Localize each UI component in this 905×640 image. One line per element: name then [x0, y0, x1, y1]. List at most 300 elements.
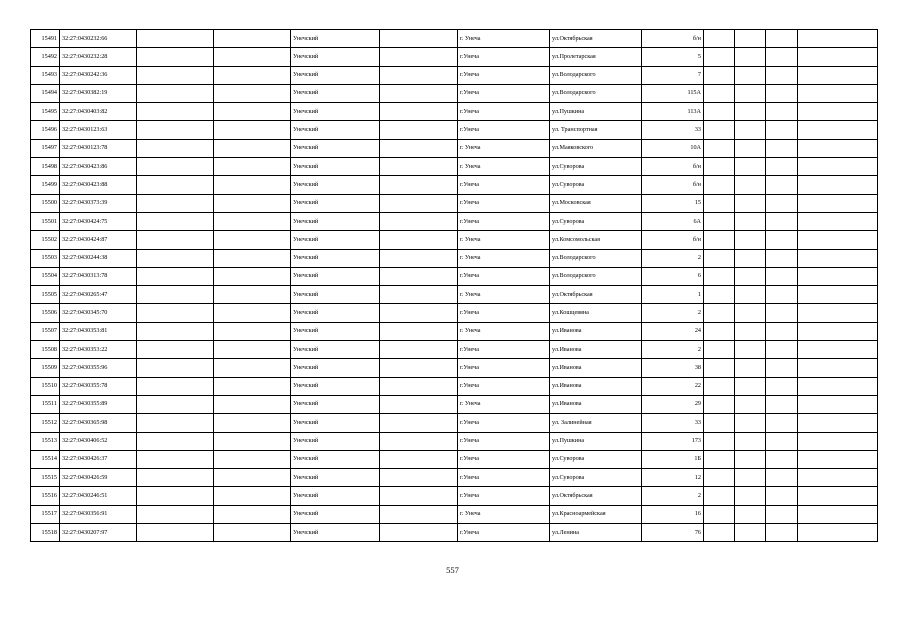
street-cell: ул.Октябрьская — [550, 30, 642, 48]
table-row — [31, 304, 878, 322]
empty-cell — [380, 377, 458, 395]
empty-cell — [704, 176, 735, 194]
empty-cell — [766, 249, 798, 267]
record-number-cell: 15493 — [31, 66, 60, 84]
empty-cell — [766, 432, 798, 450]
empty-cell — [380, 395, 458, 413]
district-cell: Унечский — [291, 194, 380, 212]
empty-cell — [137, 286, 214, 304]
empty-cell — [704, 450, 735, 468]
empty-cell — [380, 450, 458, 468]
district-cell: Унечский — [291, 395, 380, 413]
empty-cell — [735, 249, 766, 267]
street-cell: ул.Суворова — [550, 450, 642, 468]
empty-cell — [380, 341, 458, 359]
record-number-cell: 15491 — [31, 30, 60, 48]
table-row — [31, 139, 878, 157]
cadastral-number-cell: 32:27:0430403:82 — [60, 103, 137, 121]
record-number-cell: 15508 — [31, 341, 60, 359]
street-cell: ул.Комсомольская — [550, 231, 642, 249]
street-cell: ул.Иванова — [550, 395, 642, 413]
empty-cell — [380, 66, 458, 84]
empty-cell — [766, 231, 798, 249]
record-number-cell: 15498 — [31, 158, 60, 176]
empty-cell — [704, 267, 735, 285]
town-cell: г.Унеча — [458, 66, 550, 84]
empty-cell — [214, 341, 291, 359]
table-row — [31, 286, 878, 304]
house-number-cell: 2 — [642, 487, 704, 505]
table-row — [31, 322, 878, 340]
empty-cell — [798, 30, 878, 48]
cadastral-number-cell: 32:27:0430355:96 — [60, 359, 137, 377]
empty-cell — [704, 286, 735, 304]
town-cell: г. Унеча — [458, 505, 550, 523]
town-cell: г.Унеча — [458, 194, 550, 212]
empty-cell — [735, 322, 766, 340]
cadastral-number-cell: 32:27:0430355:89 — [60, 395, 137, 413]
empty-cell — [798, 524, 878, 542]
empty-cell — [137, 432, 214, 450]
record-number-cell: 15515 — [31, 469, 60, 487]
empty-cell — [214, 48, 291, 66]
empty-cell — [798, 48, 878, 66]
empty-cell — [766, 103, 798, 121]
empty-cell — [798, 395, 878, 413]
empty-cell — [214, 139, 291, 157]
empty-cell — [704, 322, 735, 340]
town-cell: г.Унеча — [458, 176, 550, 194]
town-cell: г.Унеча — [458, 487, 550, 505]
record-number-cell: 15505 — [31, 286, 60, 304]
empty-cell — [766, 139, 798, 157]
cadastral-number-cell: 32:27:0430423:88 — [60, 176, 137, 194]
record-number-cell: 15495 — [31, 103, 60, 121]
record-number-cell: 15496 — [31, 121, 60, 139]
empty-cell — [798, 414, 878, 432]
street-cell: ул.Октябрьская — [550, 487, 642, 505]
empty-cell — [137, 304, 214, 322]
empty-cell — [766, 158, 798, 176]
empty-cell — [704, 212, 735, 230]
town-cell: г. Унеча — [458, 322, 550, 340]
house-number-cell: 173 — [642, 432, 704, 450]
street-cell: ул.Маяковского — [550, 139, 642, 157]
empty-cell — [766, 304, 798, 322]
house-number-cell: 1 — [642, 286, 704, 304]
empty-cell — [214, 194, 291, 212]
table-row — [31, 487, 878, 505]
house-number-cell: 22 — [642, 377, 704, 395]
empty-cell — [766, 377, 798, 395]
house-number-cell: б/н — [642, 176, 704, 194]
empty-cell — [214, 414, 291, 432]
empty-cell — [214, 231, 291, 249]
empty-cell — [735, 231, 766, 249]
house-number-cell: б/н — [642, 231, 704, 249]
town-cell: г. Унеча — [458, 30, 550, 48]
town-cell: г.Унеча — [458, 103, 550, 121]
town-cell: г.Унеча — [458, 121, 550, 139]
cadastral-number-cell: 32:27:0430232:66 — [60, 30, 137, 48]
empty-cell — [766, 267, 798, 285]
house-number-cell: 76 — [642, 524, 704, 542]
district-cell: Унечский — [291, 231, 380, 249]
record-number-cell: 15513 — [31, 432, 60, 450]
cadastral-number-cell: 32:27:0430373:39 — [60, 194, 137, 212]
empty-cell — [137, 341, 214, 359]
table-row — [31, 341, 878, 359]
empty-cell — [766, 341, 798, 359]
district-cell: Унечский — [291, 432, 380, 450]
record-number-cell: 15497 — [31, 139, 60, 157]
house-number-cell: 7 — [642, 66, 704, 84]
record-number-cell: 15512 — [31, 414, 60, 432]
empty-cell — [214, 121, 291, 139]
empty-cell — [798, 487, 878, 505]
district-cell: Унечский — [291, 524, 380, 542]
record-number-cell: 15492 — [31, 48, 60, 66]
house-number-cell: 29 — [642, 395, 704, 413]
empty-cell — [798, 158, 878, 176]
empty-cell — [704, 505, 735, 523]
town-cell: г. Унеча — [458, 231, 550, 249]
house-number-cell: 5 — [642, 48, 704, 66]
empty-cell — [766, 30, 798, 48]
empty-cell — [798, 432, 878, 450]
district-cell: Унечский — [291, 341, 380, 359]
empty-cell — [380, 505, 458, 523]
empty-cell — [704, 377, 735, 395]
house-number-cell: 33 — [642, 414, 704, 432]
empty-cell — [380, 176, 458, 194]
town-cell: г.Унеча — [458, 450, 550, 468]
empty-cell — [798, 341, 878, 359]
empty-cell — [380, 322, 458, 340]
registry-table-body — [31, 30, 878, 542]
house-number-cell: 6 — [642, 267, 704, 285]
empty-cell — [766, 48, 798, 66]
cadastral-number-cell: 32:27:0430426:37 — [60, 450, 137, 468]
empty-cell — [735, 121, 766, 139]
empty-cell — [137, 505, 214, 523]
empty-cell — [766, 505, 798, 523]
empty-cell — [137, 359, 214, 377]
table-row — [31, 231, 878, 249]
empty-cell — [214, 30, 291, 48]
empty-cell — [704, 469, 735, 487]
empty-cell — [735, 84, 766, 102]
street-cell: ул.Пушкина — [550, 432, 642, 450]
town-cell: г.Унеча — [458, 432, 550, 450]
empty-cell — [380, 414, 458, 432]
empty-cell — [735, 212, 766, 230]
record-number-cell: 15516 — [31, 487, 60, 505]
record-number-cell: 15494 — [31, 84, 60, 102]
empty-cell — [704, 524, 735, 542]
empty-cell — [735, 505, 766, 523]
empty-cell — [704, 231, 735, 249]
cadastral-number-cell: 32:27:0430424:87 — [60, 231, 137, 249]
empty-cell — [214, 212, 291, 230]
cadastral-number-cell: 32:27:0430426:59 — [60, 469, 137, 487]
empty-cell — [380, 487, 458, 505]
empty-cell — [735, 377, 766, 395]
empty-cell — [798, 450, 878, 468]
empty-cell — [735, 341, 766, 359]
cadastral-number-cell: 32:27:0430244:38 — [60, 249, 137, 267]
empty-cell — [137, 194, 214, 212]
cadastral-number-cell: 32:27:0430313:78 — [60, 267, 137, 285]
empty-cell — [137, 103, 214, 121]
empty-cell — [137, 30, 214, 48]
empty-cell — [735, 176, 766, 194]
house-number-cell: 2 — [642, 304, 704, 322]
cadastral-number-cell: 32:27:0430242:36 — [60, 66, 137, 84]
empty-cell — [735, 139, 766, 157]
empty-cell — [704, 139, 735, 157]
empty-cell — [798, 66, 878, 84]
empty-cell — [735, 487, 766, 505]
record-number-cell: 15502 — [31, 231, 60, 249]
table-row — [31, 30, 878, 48]
table-row — [31, 267, 878, 285]
empty-cell — [704, 121, 735, 139]
street-cell: ул.Суворова — [550, 212, 642, 230]
empty-cell — [214, 267, 291, 285]
empty-cell — [704, 48, 735, 66]
house-number-cell: б/н — [642, 30, 704, 48]
empty-cell — [798, 194, 878, 212]
empty-cell — [380, 231, 458, 249]
street-cell: ул.Иванова — [550, 341, 642, 359]
empty-cell — [137, 395, 214, 413]
record-number-cell: 15517 — [31, 505, 60, 523]
empty-cell — [380, 48, 458, 66]
record-number-cell: 15504 — [31, 267, 60, 285]
table-row — [31, 212, 878, 230]
empty-cell — [380, 524, 458, 542]
house-number-cell: 1Б — [642, 450, 704, 468]
empty-cell — [735, 286, 766, 304]
table-row — [31, 359, 878, 377]
table-row — [31, 121, 878, 139]
record-number-cell: 15499 — [31, 176, 60, 194]
empty-cell — [704, 30, 735, 48]
empty-cell — [704, 304, 735, 322]
empty-cell — [735, 48, 766, 66]
street-cell: ул.Иванова — [550, 322, 642, 340]
table-row — [31, 395, 878, 413]
empty-cell — [380, 212, 458, 230]
house-number-cell: 2 — [642, 249, 704, 267]
empty-cell — [137, 487, 214, 505]
street-cell: ул.Красноармейская — [550, 505, 642, 523]
table-row — [31, 377, 878, 395]
cadastral-number-cell: 32:27:0430355:78 — [60, 377, 137, 395]
record-number-cell: 15506 — [31, 304, 60, 322]
house-number-cell: 113А — [642, 103, 704, 121]
empty-cell — [214, 158, 291, 176]
empty-cell — [380, 103, 458, 121]
empty-cell — [380, 267, 458, 285]
empty-cell — [735, 432, 766, 450]
district-cell: Унечский — [291, 359, 380, 377]
town-cell: г.Унеча — [458, 267, 550, 285]
table-row — [31, 249, 878, 267]
empty-cell — [380, 194, 458, 212]
house-number-cell: б/н — [642, 158, 704, 176]
empty-cell — [766, 286, 798, 304]
empty-cell — [137, 84, 214, 102]
street-cell: ул.Володарского — [550, 66, 642, 84]
cadastral-number-cell: 32:27:0430353:22 — [60, 341, 137, 359]
empty-cell — [380, 286, 458, 304]
empty-cell — [380, 84, 458, 102]
town-cell: г.Унеча — [458, 212, 550, 230]
empty-cell — [380, 158, 458, 176]
empty-cell — [214, 304, 291, 322]
house-number-cell: 16 — [642, 505, 704, 523]
district-cell: Унечский — [291, 66, 380, 84]
empty-cell — [380, 304, 458, 322]
empty-cell — [214, 286, 291, 304]
house-number-cell: 10А — [642, 139, 704, 157]
empty-cell — [798, 322, 878, 340]
empty-cell — [214, 249, 291, 267]
town-cell: г. Унеча — [458, 395, 550, 413]
empty-cell — [704, 66, 735, 84]
empty-cell — [766, 487, 798, 505]
empty-cell — [137, 139, 214, 157]
empty-cell — [137, 231, 214, 249]
empty-cell — [766, 450, 798, 468]
district-cell: Унечский — [291, 267, 380, 285]
empty-cell — [704, 432, 735, 450]
record-number-cell: 15500 — [31, 194, 60, 212]
empty-cell — [766, 322, 798, 340]
empty-cell — [137, 48, 214, 66]
town-cell: г. Унеча — [458, 139, 550, 157]
empty-cell — [766, 469, 798, 487]
empty-cell — [137, 450, 214, 468]
empty-cell — [735, 414, 766, 432]
cadastral-number-cell: 32:27:0430406:52 — [60, 432, 137, 450]
district-cell: Унечский — [291, 158, 380, 176]
empty-cell — [798, 267, 878, 285]
empty-cell — [735, 158, 766, 176]
district-cell: Унечский — [291, 469, 380, 487]
district-cell: Унечский — [291, 48, 380, 66]
empty-cell — [214, 432, 291, 450]
street-cell: ул.Володарского — [550, 249, 642, 267]
cadastral-number-cell: 32:27:0430246:51 — [60, 487, 137, 505]
table-row — [31, 66, 878, 84]
empty-cell — [798, 84, 878, 102]
cadastral-number-cell: 32:27:0430424:75 — [60, 212, 137, 230]
table-row — [31, 194, 878, 212]
cadastral-number-cell: 32:27:0430423:86 — [60, 158, 137, 176]
record-number-cell: 15507 — [31, 322, 60, 340]
house-number-cell: 15 — [642, 194, 704, 212]
district-cell: Унечский — [291, 249, 380, 267]
house-number-cell: 6А — [642, 212, 704, 230]
empty-cell — [766, 176, 798, 194]
table-row — [31, 158, 878, 176]
district-cell: Унечский — [291, 212, 380, 230]
town-cell: г.Унеча — [458, 377, 550, 395]
street-cell: ул.Володарского — [550, 84, 642, 102]
house-number-cell: 115А — [642, 84, 704, 102]
town-cell: г.Унеча — [458, 48, 550, 66]
district-cell: Унечский — [291, 322, 380, 340]
empty-cell — [798, 469, 878, 487]
empty-cell — [766, 66, 798, 84]
empty-cell — [766, 524, 798, 542]
street-cell: ул.Володарского — [550, 267, 642, 285]
empty-cell — [137, 66, 214, 84]
town-cell: г.Унеча — [458, 304, 550, 322]
house-number-cell: 12 — [642, 469, 704, 487]
empty-cell — [735, 450, 766, 468]
empty-cell — [137, 212, 214, 230]
empty-cell — [137, 249, 214, 267]
house-number-cell: 2 — [642, 341, 704, 359]
empty-cell — [704, 84, 735, 102]
empty-cell — [704, 395, 735, 413]
empty-cell — [214, 469, 291, 487]
cadastral-number-cell: 32:27:0430232:28 — [60, 48, 137, 66]
empty-cell — [798, 377, 878, 395]
house-number-cell: 24 — [642, 322, 704, 340]
empty-cell — [214, 524, 291, 542]
empty-cell — [214, 176, 291, 194]
empty-cell — [798, 286, 878, 304]
empty-cell — [798, 139, 878, 157]
empty-cell — [735, 395, 766, 413]
table-row — [31, 176, 878, 194]
empty-cell — [735, 103, 766, 121]
table-row — [31, 414, 878, 432]
town-cell: г.Унеча — [458, 469, 550, 487]
empty-cell — [766, 84, 798, 102]
empty-cell — [766, 395, 798, 413]
cadastral-number-cell: 32:27:0430353:81 — [60, 322, 137, 340]
district-cell: Унечский — [291, 414, 380, 432]
empty-cell — [214, 487, 291, 505]
empty-cell — [766, 414, 798, 432]
district-cell: Унечский — [291, 286, 380, 304]
town-cell: г. Унеча — [458, 286, 550, 304]
table-row — [31, 469, 878, 487]
town-cell: г.Унеча — [458, 359, 550, 377]
empty-cell — [380, 30, 458, 48]
cadastral-number-cell: 32:27:0430123:78 — [60, 139, 137, 157]
table-row — [31, 103, 878, 121]
empty-cell — [735, 267, 766, 285]
record-number-cell: 15510 — [31, 377, 60, 395]
empty-cell — [798, 212, 878, 230]
town-cell: г.Унеча — [458, 414, 550, 432]
empty-cell — [137, 414, 214, 432]
district-cell: Унечский — [291, 84, 380, 102]
house-number-cell: 33 — [642, 121, 704, 139]
empty-cell — [137, 176, 214, 194]
street-cell: ул.Суворова — [550, 469, 642, 487]
street-cell: ул.Суворова — [550, 176, 642, 194]
district-cell: Унечский — [291, 121, 380, 139]
empty-cell — [798, 121, 878, 139]
